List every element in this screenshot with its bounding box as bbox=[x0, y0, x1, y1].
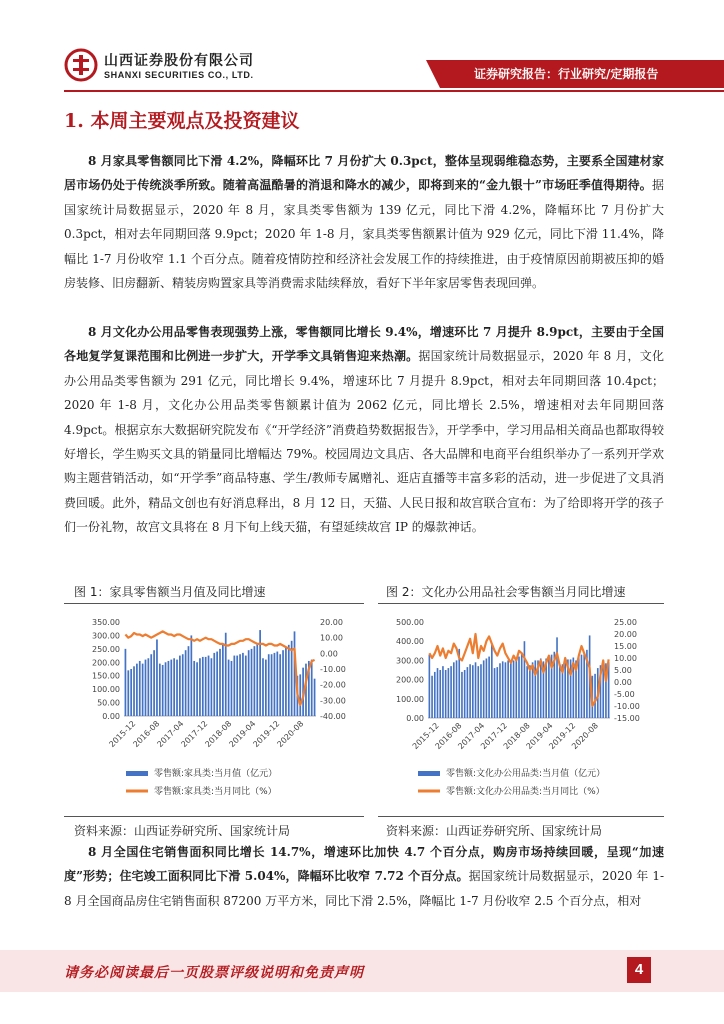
chart1-bar bbox=[199, 658, 201, 716]
figure-1-bottom-rule bbox=[64, 816, 364, 817]
paragraph-furniture-body: 据国家统计局数据显示，2020 年 8 月，家具类零售额为 139 亿元，同比下滑 4.2%，降幅环比 7 月份扩大 0.3pct，相对去年同期回落 9.9pct；2020 年 1-8 月，家具类零售额累计值为 929 亿元，同比下滑 11.4%，降幅比 1-7 月份收窄 1.1 个百分点。随着疫情防控和经济社会发展工作的持续推进，由于疫情原因前期被压抑的婚房装修、旧房翻新、精装房购置家具等消费需求陆续释放，看好下半年家居零售表现回弹。 bbox=[64, 178, 664, 291]
chart1-bar bbox=[285, 648, 287, 716]
chart2-bar bbox=[472, 665, 474, 718]
chart1-bar bbox=[291, 641, 293, 716]
chart1-bar bbox=[248, 650, 250, 716]
chart1-left-tick: 250.00 bbox=[92, 644, 120, 654]
chart1-bar bbox=[130, 669, 132, 716]
chart2-bar bbox=[499, 663, 501, 718]
chart2-x-tick: 2017-12 bbox=[479, 721, 510, 752]
chart1-bar bbox=[262, 658, 264, 716]
chart2-bar bbox=[548, 657, 550, 718]
chart2-left-tick: 0.00 bbox=[406, 714, 424, 723]
report-type: 证券研究报告：行业研究/定期报告 bbox=[474, 67, 659, 81]
chart1-bar bbox=[222, 645, 224, 716]
chart2-left-tick: 500.00 bbox=[396, 618, 424, 627]
chart2-bar bbox=[526, 666, 528, 718]
chart1-x-tick: 2017-12 bbox=[179, 719, 210, 750]
chart2-bar bbox=[469, 664, 471, 718]
chart1-bar bbox=[165, 662, 167, 716]
chart1-bar bbox=[173, 658, 175, 716]
chart1-bar bbox=[299, 674, 301, 716]
chart2-bar bbox=[450, 666, 452, 718]
chart2-x-tick: 2019-04 bbox=[524, 721, 555, 752]
chart1-left-tick: 100.00 bbox=[92, 685, 120, 695]
chart1-bar bbox=[245, 656, 247, 716]
chart1-bar bbox=[196, 662, 198, 716]
chart2-left-tick: 400.00 bbox=[396, 637, 424, 647]
chart2-bar bbox=[524, 641, 526, 718]
chart1-bar bbox=[190, 635, 192, 716]
chart2-bar bbox=[431, 676, 433, 718]
chart2-bar bbox=[456, 660, 458, 718]
chart2-x-tick: 2017-04 bbox=[456, 721, 487, 752]
chart1-bar bbox=[274, 653, 276, 716]
chart1-bar bbox=[202, 657, 204, 716]
chart1-bar bbox=[288, 645, 290, 716]
chart1-bar bbox=[153, 650, 155, 716]
chart1-bar bbox=[233, 656, 235, 716]
paragraph-stationery-lead: 8 月文化办公用品零售表现强势上涨，零售额同比增长 9.4%，增速环比 7 月提升 8.9pct，主要由于全国各地复学复课范围和比例进一步扩大，开学季文具销售迎来热潮。 bbox=[64, 325, 664, 364]
chart2-bar bbox=[529, 665, 531, 718]
chart2-bar bbox=[494, 668, 496, 718]
chart1-right-tick: -30.00 bbox=[320, 696, 346, 706]
chart1-right-tick: 20.00 bbox=[320, 618, 343, 627]
chart1-bar bbox=[159, 664, 161, 716]
chart2-left-tick: 100.00 bbox=[396, 694, 424, 704]
chart1-bar bbox=[179, 656, 181, 716]
chart1-bar bbox=[170, 660, 172, 716]
chart2-bar bbox=[467, 667, 469, 718]
chart1-x-tick: 2019-12 bbox=[251, 719, 282, 750]
chart1-bar bbox=[182, 654, 184, 716]
chart1-bar bbox=[265, 660, 267, 716]
chart2-bar bbox=[475, 662, 477, 718]
chart1-bar bbox=[125, 649, 127, 716]
chart2-bar bbox=[437, 668, 439, 718]
chart2-right-tick: -10.00 bbox=[614, 702, 640, 711]
chart1-right-tick: -20.00 bbox=[320, 680, 346, 690]
paragraph-stationery bbox=[64, 320, 664, 540]
chart2-bar bbox=[556, 637, 558, 718]
chart1-bar bbox=[156, 639, 158, 716]
chart1-left-tick: 200.00 bbox=[92, 658, 120, 668]
chart2-bar bbox=[518, 657, 520, 718]
chart1-left-tick: 150.00 bbox=[92, 671, 120, 681]
chart1-bar bbox=[168, 661, 170, 716]
chart2-right-tick: 5.00 bbox=[614, 666, 632, 675]
chart2-x-tick: 2015-12 bbox=[410, 721, 441, 752]
chart1-bar bbox=[279, 654, 281, 716]
chart2-x-tick: 2020-08 bbox=[570, 721, 601, 752]
chart1-bar bbox=[139, 661, 141, 716]
chart1-bar bbox=[188, 646, 190, 716]
chart2-legend-bar-swatch bbox=[418, 771, 440, 776]
chart2-bar bbox=[502, 661, 504, 718]
chart2-bar bbox=[491, 645, 493, 718]
chart1-bar bbox=[242, 653, 244, 716]
chart1-left-tick: 50.00 bbox=[97, 698, 120, 708]
section-title: 1. 本周主要观点及投资建议 bbox=[64, 110, 300, 132]
figure-1-title: 图 1：家具零售额当月值及同比增速 bbox=[74, 585, 266, 599]
chart1-bar bbox=[239, 654, 241, 716]
chart1-bar bbox=[145, 660, 147, 716]
chart-stationery bbox=[378, 606, 664, 814]
chart2-bar bbox=[477, 666, 479, 718]
chart2-bar bbox=[439, 670, 441, 718]
chart1-left-tick: 300.00 bbox=[92, 631, 120, 641]
chart2-bar bbox=[515, 658, 517, 718]
paragraph-stationery-body: 据国家统计局数据显示，2020 年 8 月，文化办公用品类零售额为 291 亿元，同比增长 9.4%，增速环比 7 月提升 8.9pct，相对去年同期回落 10.4pct；2020 年 1-8 月，文化办公用品类零售额累计值为 2062 亿元，同比增长 2.5%，增速相对去年同期回落 4.9pct。根据京东大数据研究院发布《“开学经济”消费趋势数据报告》，开学季中，学习用品相关商品也都取得较好增长，学生购买文具的销量同比增幅达 79%。校园周边文具店、各大品牌和电商平台组织举办了一系列开学欢购主题营销活动，如“开学季”商品特惠、学生/教师专属赠礼、逛店直播等丰富多彩的活动，进一步促进了文具消费回暖。此外，精品文创也有好消息释出，8 月 12 日，天猫、人民日报和故宫联合宣布：为了给即将开学的孩子们一份礼物，故宫文具将在 8 月下旬上线天猫，有望延续故宫 IP 的爆款神话。 bbox=[64, 349, 664, 535]
chart1-bar bbox=[208, 656, 210, 716]
chart1-x-tick: 2019-04 bbox=[227, 719, 258, 750]
chart1-bar bbox=[256, 643, 258, 716]
chart2-right-tick: 25.00 bbox=[614, 618, 637, 627]
company-name-cn: 山西证券股份有限公司 bbox=[104, 53, 254, 69]
chart2-bar bbox=[448, 668, 450, 718]
chart1-x-tick: 2015-12 bbox=[107, 719, 138, 750]
chart2-x-tick: 2018-08 bbox=[501, 721, 532, 752]
figure-1-top-rule bbox=[64, 603, 364, 604]
chart1-bar bbox=[314, 679, 316, 716]
figure-2-source: 资料来源：山西证券研究所、国家统计局 bbox=[386, 824, 603, 838]
paragraph-housing bbox=[64, 840, 664, 913]
chart1-bar bbox=[147, 658, 149, 716]
chart2-bar bbox=[434, 672, 436, 718]
chart2-right-tick: 0.00 bbox=[614, 678, 632, 687]
chart2-right-tick: 15.00 bbox=[614, 642, 637, 651]
chart2-bar bbox=[521, 654, 523, 718]
paragraph-furniture bbox=[64, 149, 664, 295]
company-name-en: SHANXI SECURITIES CO., LTD. bbox=[104, 70, 254, 80]
chart2-right-tick: -5.00 bbox=[614, 690, 635, 699]
chart1-x-tick: 2020-08 bbox=[275, 719, 306, 750]
chart1-bar bbox=[136, 664, 138, 716]
chart2-left-tick: 300.00 bbox=[396, 656, 424, 666]
chart2-bar bbox=[507, 660, 509, 718]
chart1-bar bbox=[193, 661, 195, 716]
header-bar-edge bbox=[426, 60, 440, 88]
chart2-right-tick: 10.00 bbox=[614, 654, 637, 663]
chart1-bar bbox=[231, 661, 233, 716]
chart2-bar bbox=[505, 662, 507, 718]
chart2-x-tick: 2019-12 bbox=[547, 721, 578, 752]
chart1-bar bbox=[228, 660, 230, 716]
chart1-bar bbox=[216, 652, 218, 716]
chart1-bar bbox=[176, 660, 178, 716]
chart2-legend-bar-label: 零售额:文化办公用品类:当月值（亿元） bbox=[446, 769, 606, 779]
chart1-bar bbox=[150, 654, 152, 716]
chart1-bar bbox=[185, 650, 187, 716]
chart1-legend-line-label: 零售额:家具类:当月同比（%） bbox=[154, 787, 277, 797]
chart2-bar bbox=[581, 655, 583, 718]
figure-2-top-rule bbox=[378, 603, 664, 604]
chart2-bar bbox=[510, 663, 512, 718]
chart2-bar bbox=[429, 655, 431, 718]
chart1-bar bbox=[213, 653, 215, 716]
chart2-right-tick: -15.00 bbox=[614, 714, 640, 723]
chart2-bar bbox=[594, 674, 596, 718]
chart1-bar bbox=[211, 658, 213, 716]
chart1-right-tick: -10.00 bbox=[320, 665, 346, 674]
chart1-left-tick: 0.00 bbox=[102, 712, 120, 721]
figure-1-source: 资料来源：山西证券研究所、国家统计局 bbox=[74, 824, 291, 838]
footer-disclaimer: 请务必阅读最后一页股票评级说明和免责声明 bbox=[64, 965, 364, 981]
page-number: 4 bbox=[627, 957, 651, 983]
chart1-bar bbox=[268, 654, 270, 716]
header-divider bbox=[64, 90, 724, 92]
chart2-bar bbox=[513, 660, 515, 718]
chart-furniture bbox=[64, 606, 364, 814]
chart1-x-tick: 2017-04 bbox=[155, 719, 186, 750]
chart2-bar bbox=[453, 662, 455, 718]
chart1-x-tick: 2018-08 bbox=[203, 719, 234, 750]
chart1-right-tick: -40.00 bbox=[320, 712, 346, 721]
chart2-bar bbox=[564, 660, 566, 718]
chart2-bar bbox=[480, 664, 482, 718]
chart1-x-tick: 2016-08 bbox=[131, 719, 162, 750]
chart2-bar bbox=[583, 653, 585, 718]
chart1-right-tick: 10.00 bbox=[320, 633, 343, 643]
chart2-bar bbox=[578, 657, 580, 718]
chart1-bar bbox=[236, 656, 238, 716]
chart1-bar bbox=[254, 646, 256, 716]
chart2-bar bbox=[445, 670, 447, 718]
chart1-bar bbox=[133, 666, 135, 716]
chart1-left-tick: 350.00 bbox=[92, 618, 120, 627]
chart1-bar bbox=[311, 660, 313, 716]
chart2-bar bbox=[486, 658, 488, 718]
chart1-legend-bar-swatch bbox=[126, 771, 148, 776]
chart2-bar bbox=[488, 657, 490, 718]
chart2-bar bbox=[559, 664, 561, 718]
chart2-bar bbox=[496, 667, 498, 718]
chart2-x-tick: 2016-08 bbox=[433, 721, 464, 752]
chart1-bar bbox=[162, 665, 164, 716]
chart2-right-tick: 20.00 bbox=[614, 630, 637, 639]
chart2-bar bbox=[483, 660, 485, 718]
chart1-legend-bar-label: 零售额:家具类:当月值（亿元） bbox=[154, 769, 278, 779]
chart2-bar bbox=[461, 672, 463, 718]
figure-2-title: 图 2：文化办公用品社会零售额当月同比增速 bbox=[386, 585, 626, 599]
paragraph-furniture-lead: 8 月家具零售额同比下滑 4.2%，降幅环比 7 月份扩大 0.3pct，整体呈现弱维稳态势，主要系全国建材家居市场仍处于传统淡季所致。随着高温酷暑的消退和降水的减少，即将到来的“金九银十”市场旺季值得期待。 bbox=[64, 154, 664, 193]
chart2-legend-line-label: 零售额:文化办公用品类:当月同比（%） bbox=[446, 787, 605, 797]
chart1-bar bbox=[271, 654, 273, 716]
chart1-bar bbox=[251, 649, 253, 716]
chart1-bar bbox=[282, 650, 284, 716]
figure-2-bottom-rule bbox=[378, 816, 664, 817]
chart1-right-tick: 0.00 bbox=[320, 649, 338, 659]
paragraph-housing-body: 据国家统计局数据显示，2020 年 1-8 月全国商品房住宅销售面积 87200 万平方米，同比下滑 2.5%，降幅比 1-7 月份收窄 2.5 个百分点，相对 bbox=[64, 869, 665, 908]
chart1-bar bbox=[219, 649, 221, 716]
chart1-bar bbox=[205, 657, 207, 716]
chart2-bar bbox=[442, 666, 444, 718]
company-logo bbox=[64, 48, 98, 82]
chart1-bar bbox=[127, 670, 129, 716]
paragraph-housing-lead: 8 月全国住宅销售面积同比增长 14.7%，增速环比加快 4.7 个百分点，购房市场持续回暖，呈现“加速度”形势；住宅竣工面积同比下滑 5.04%，降幅环比收窄 7.72 个百分点。 bbox=[64, 845, 664, 884]
chart1-bar bbox=[142, 664, 144, 716]
chart2-left-tick: 200.00 bbox=[396, 675, 424, 685]
chart1-bar bbox=[276, 652, 278, 716]
chart2-bar bbox=[464, 670, 466, 718]
